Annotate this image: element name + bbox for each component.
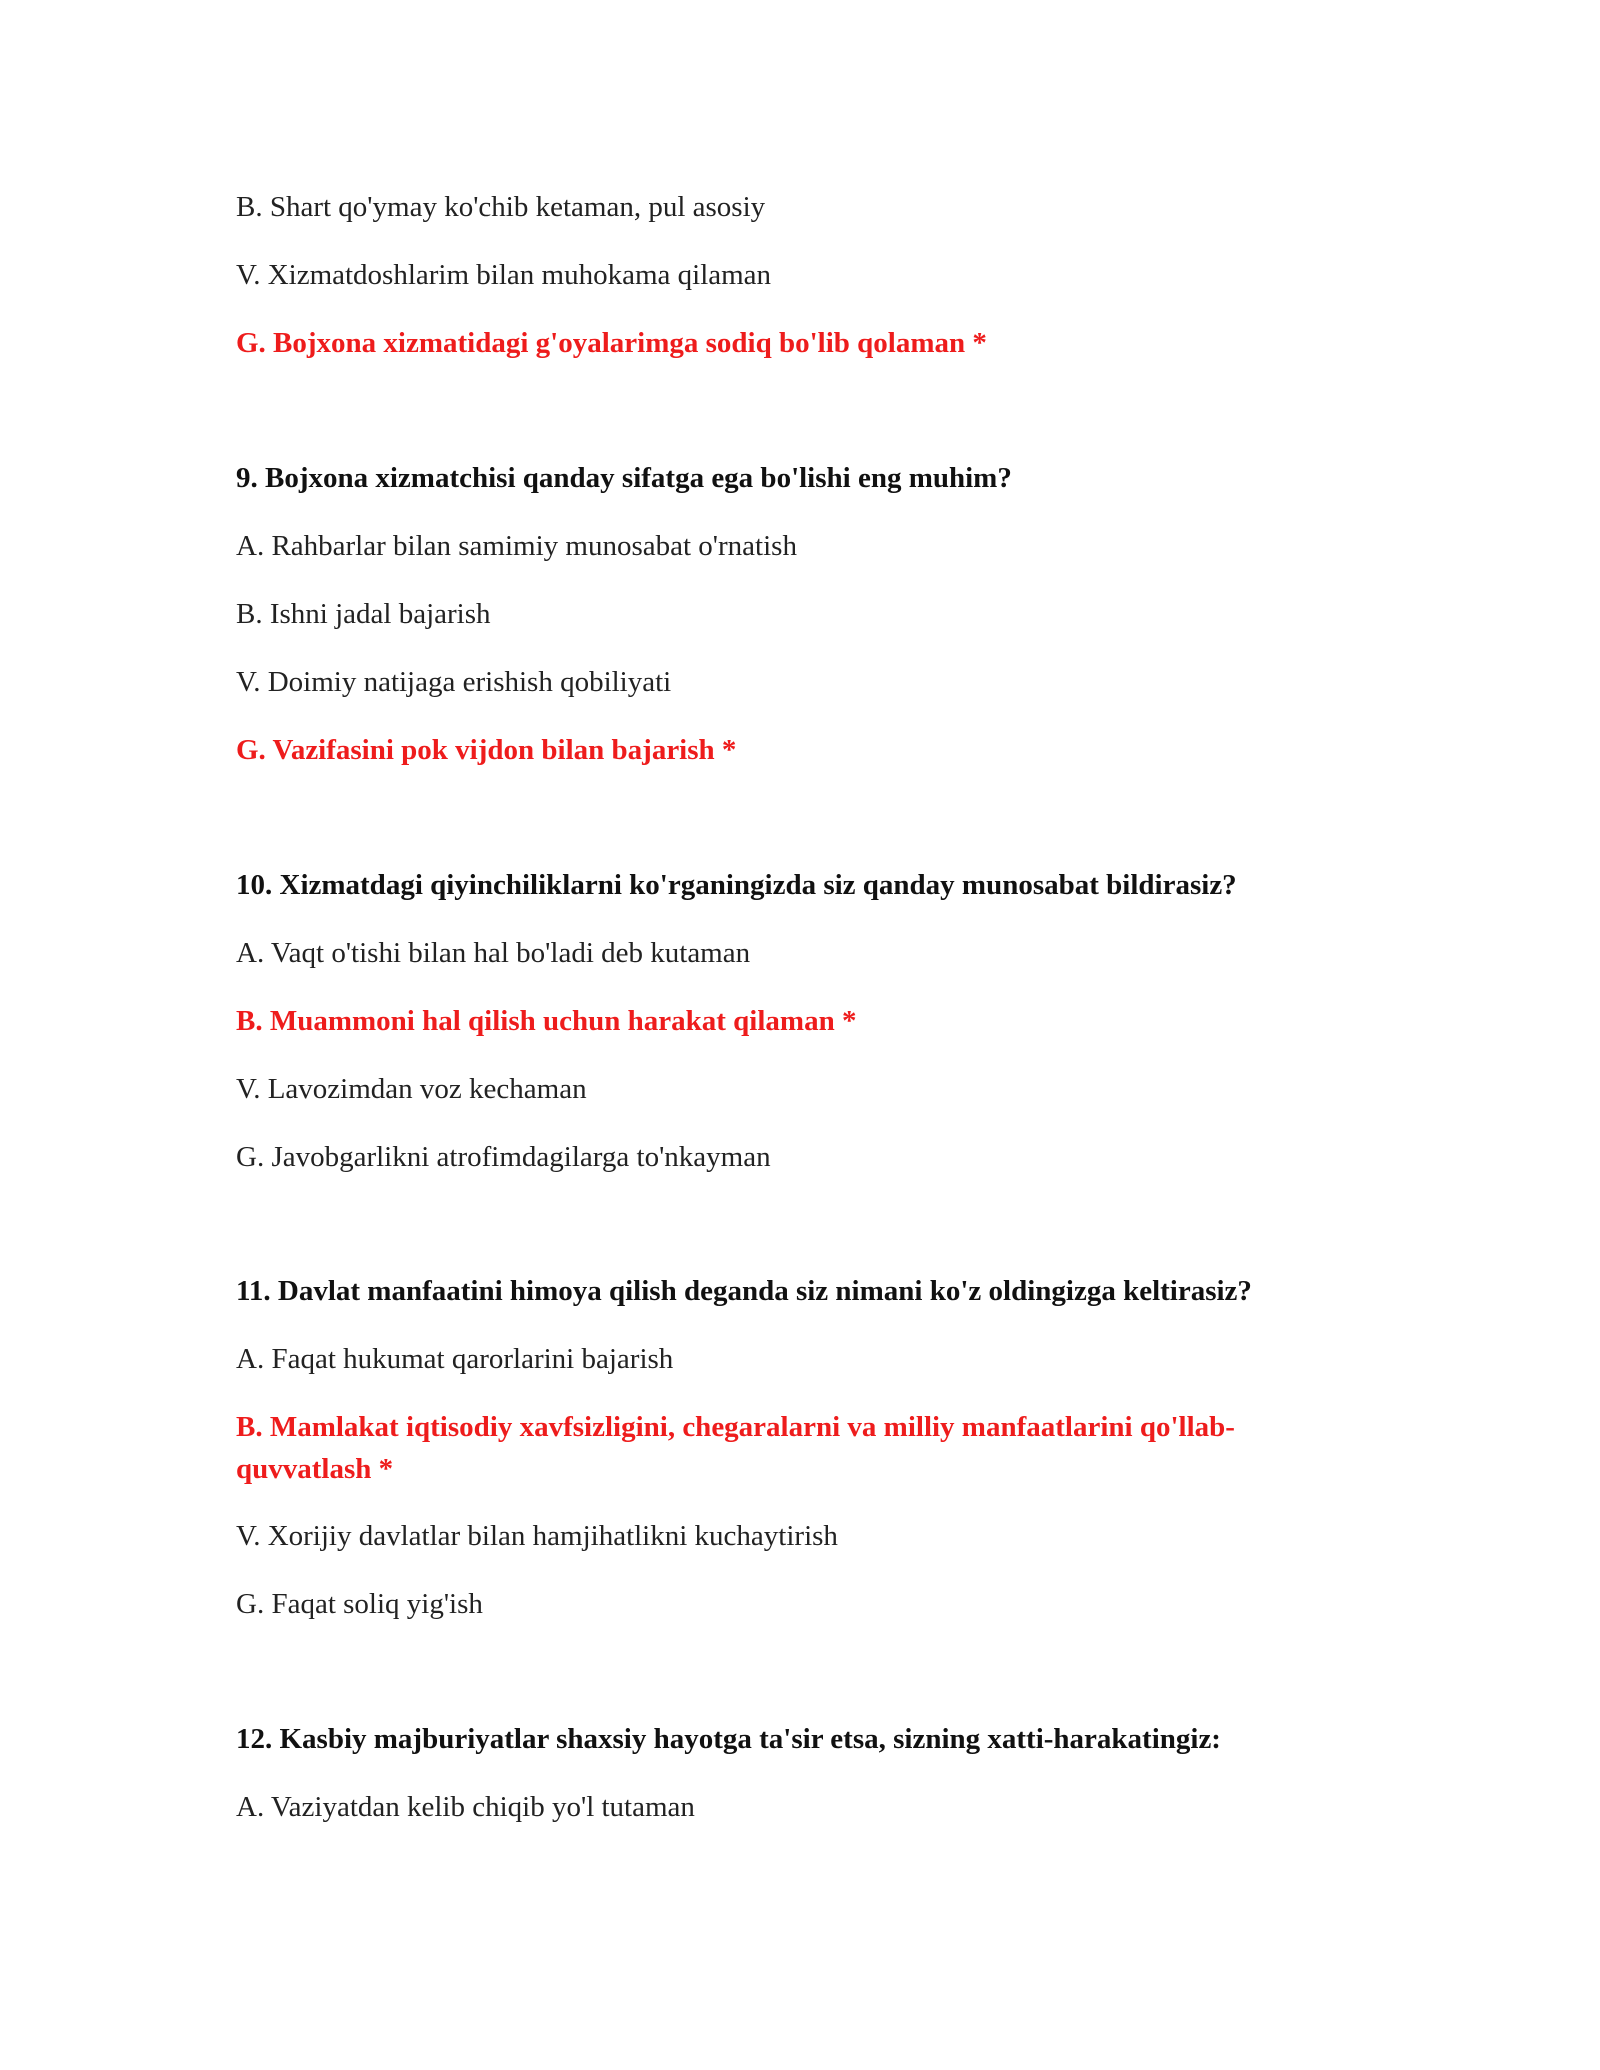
option-line: G. Faqat soliq yig'ish	[236, 1588, 483, 1620]
option-line: B. Ishni jadal bajarish	[236, 598, 491, 630]
option-line: V. Doimiy natijaga erishish qobiliyati	[236, 666, 672, 698]
option-line: A. Rahbarlar bilan samimiy munosabat o'rnatish	[236, 530, 797, 562]
question-heading: 11. Davlat manfaatini himoya qilish deganda siz nimani ko'z oldingizga keltirasiz?	[236, 1275, 1252, 1307]
correct-answer-line: G. Vazifasini pok vijdon bilan bajarish *	[236, 734, 737, 766]
option-line: A. Vaziyatdan kelib chiqib yo'l tutaman	[236, 1791, 695, 1823]
option-line: V. Xizmatdoshlarim bilan muhokama qilaman	[236, 259, 772, 291]
option-line: G. Javobgarlikni atrofimdagilarga to'nkayman	[236, 1141, 771, 1173]
option-line: A. Vaqt o'tishi bilan hal bo'ladi deb kutaman	[236, 937, 751, 969]
option-line: V. Xorijiy davlatlar bilan hamjihatlikni kuchaytirish	[236, 1520, 838, 1552]
option-line: A. Faqat hukumat qarorlarini bajarish	[236, 1343, 674, 1375]
question-heading: 9. Bojxona xizmatchisi qanday sifatga ega bo'lishi eng muhim?	[236, 462, 1012, 494]
question-heading: 12. Kasbiy majburiyatlar shaxsiy hayotga ta'sir etsa, sizning xatti-harakatingiz:	[236, 1723, 1221, 1755]
option-line: V. Lavozimdan voz kechaman	[236, 1073, 587, 1105]
correct-answer-line: B. Mamlakat iqtisodiy xavfsizligini, chegaralarni va milliy manfaatlarini qo'llab-quvvatlash *	[236, 1411, 1235, 1485]
option-line: B. Shart qo'ymay ko'chib ketaman, pul asosiy	[236, 191, 766, 223]
correct-answer-line: B. Muammoni hal qilish uchun harakat qilaman *	[236, 1005, 857, 1037]
correct-answer-line: G. Bojxona xizmatidagi g'oyalarimga sodiq bo'lib qolaman *	[236, 327, 987, 359]
question-heading: 10. Xizmatdagi qiyinchiliklarni ko'rganingizda siz qanday munosabat bildirasiz?	[236, 869, 1237, 901]
